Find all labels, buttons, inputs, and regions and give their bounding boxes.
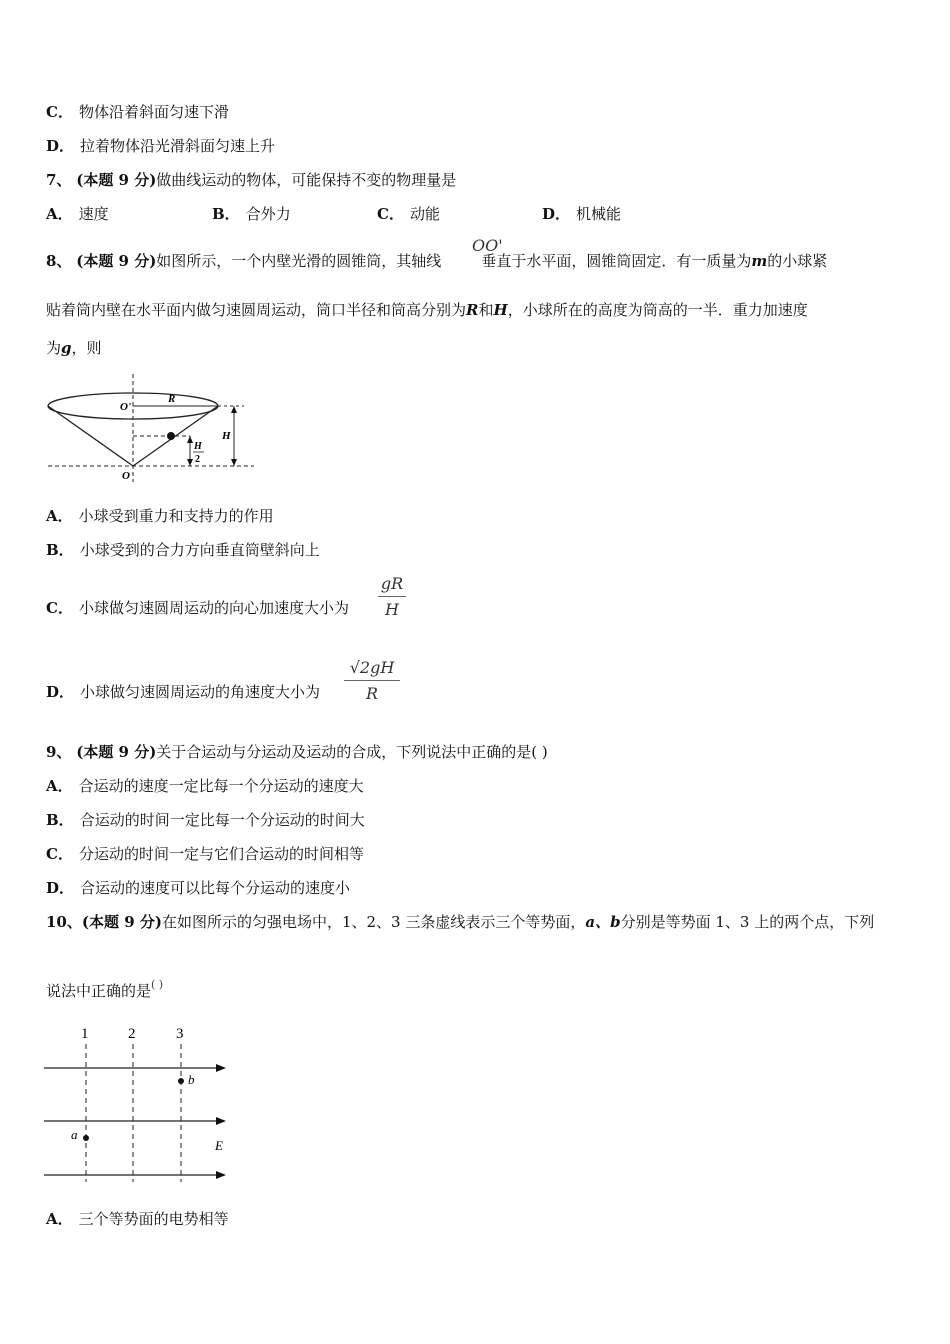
- fraction-gr-over-h: gR H: [378, 574, 406, 619]
- q10-option-a: A． 三个等势面的电势相等: [46, 1210, 229, 1228]
- field-figure: [44, 1020, 234, 1182]
- q8-option-d: D． 小球做匀速圆周运动的角速度大小为: [46, 683, 321, 701]
- label-2: 2: [128, 1026, 136, 1042]
- label-o: O: [122, 470, 130, 482]
- question-8-line1: 8、 (本题 9 分)如图所示，一个内壁光滑的圆锥筒，其轴线 垂直于水平面，圆锥筒固定．有一质量为m的小球紧: [46, 252, 828, 270]
- q9-option-b: B． 合运动的时间一定比每一个分运动的时间大: [46, 811, 365, 829]
- question-8-line3: 为g，则: [46, 339, 102, 357]
- point-a: [83, 1135, 89, 1141]
- label-r: R: [168, 393, 176, 405]
- label-half-num: H: [194, 441, 202, 452]
- option-c-prev: C． 物体沿着斜面匀速下滑: [46, 103, 229, 121]
- label-b: b: [188, 1072, 195, 1087]
- question-9: 9、 (本题 9 分)关于合运动与分运动及运动的合成，下列说法中正确的是( ): [46, 743, 548, 761]
- q7-option-c: C． 动能: [377, 205, 440, 223]
- cone-figure: [44, 372, 254, 484]
- label-1: 1: [81, 1026, 89, 1042]
- question-10-line2: 说法中正确的是( ): [46, 978, 164, 1000]
- point-b: [178, 1078, 184, 1084]
- label-e: E: [215, 1138, 223, 1153]
- label-a: a: [71, 1127, 78, 1142]
- q7-option-b: B． 合外力: [212, 205, 291, 223]
- q7-option-d: D． 机械能: [542, 205, 622, 223]
- q9-option-a: A． 合运动的速度一定比每一个分运动的速度大: [46, 777, 364, 795]
- q8-option-a: A． 小球受到重力和支持力的作用: [46, 507, 274, 525]
- q8-option-b: B． 小球受到的合力方向垂直筒壁斜向上: [46, 541, 320, 559]
- q7-option-a: A． 速度: [46, 205, 109, 223]
- question-10-line1: 10、(本题 9 分)在如图所示的匀强电场中，1、2、3 三条虚线表示三个等势面，a、b分别是等势面 1、3 上的两个点，下列: [46, 913, 875, 931]
- ball: [167, 432, 175, 440]
- fraction-sqrt2gh-over-r: √2gH R: [344, 658, 400, 703]
- label-o-prime: O': [120, 401, 131, 413]
- question-8-line2: 贴着筒内壁在水平面内做匀速圆周运动，筒口半径和筒高分别为R和H，小球所在的高度为筒高的一半．重力加速度: [46, 301, 808, 319]
- question-7: 7、 (本题 9 分)做曲线运动的物体，可能保持不变的物理量是: [46, 171, 457, 189]
- q9-option-c: C． 分运动的时间一定与它们合运动的时间相等: [46, 845, 364, 863]
- label-3: 3: [176, 1026, 184, 1042]
- q8-option-c: C． 小球做匀速圆周运动的向心加速度大小为: [46, 599, 349, 617]
- axis-oo-prime: OO': [472, 236, 503, 255]
- q9-option-d: D． 合运动的速度可以比每个分运动的速度小: [46, 879, 351, 897]
- option-d-prev: D． 拉着物体沿光滑斜面匀速上升: [46, 137, 276, 155]
- label-half-den: 2: [195, 454, 200, 465]
- label-h: H: [222, 430, 231, 442]
